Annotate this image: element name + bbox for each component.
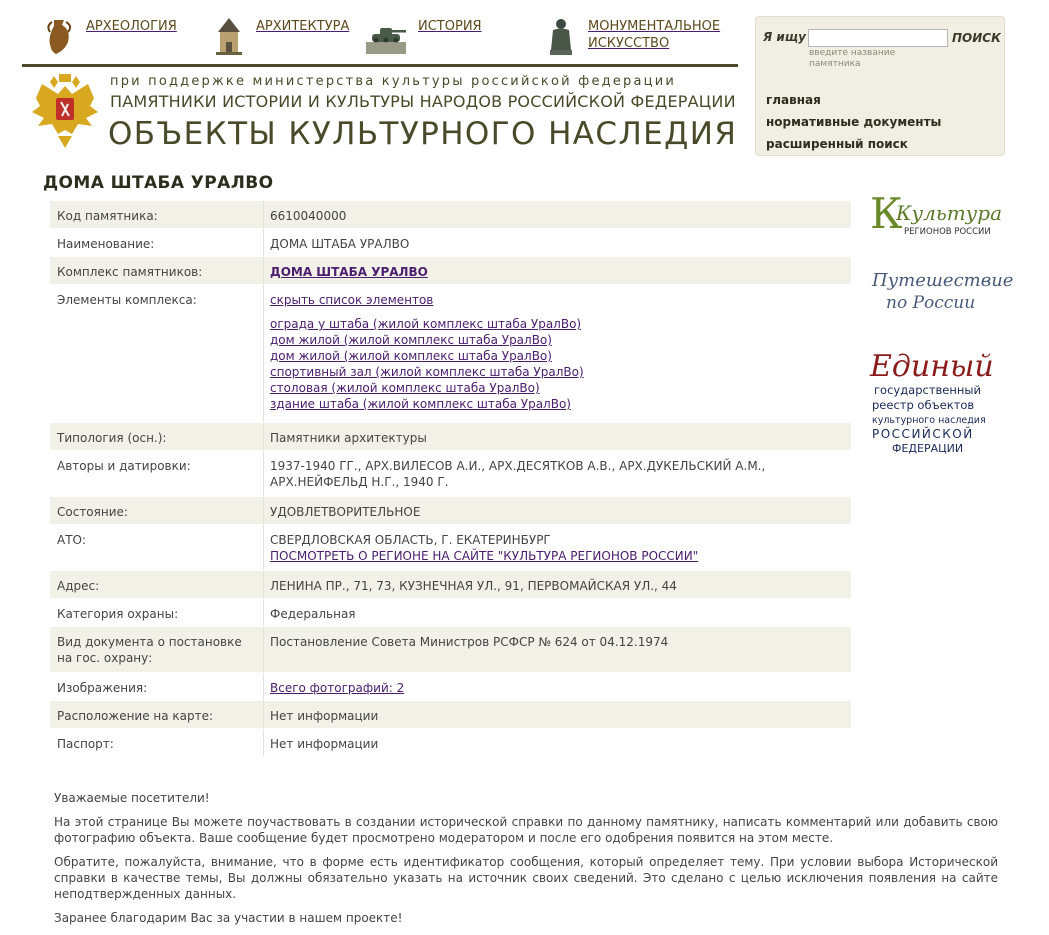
row-label: Код памятника: (50, 201, 264, 228)
top-nav (38, 10, 738, 62)
ato-cell (264, 525, 851, 570)
header-support-line: при поддержке министерства культуры российской федерации (110, 74, 676, 89)
photos-link[interactable]: Всего фотографий: 2 (270, 681, 405, 695)
travel-title: Путешествие (872, 270, 1014, 291)
row-label: АТО: (50, 525, 264, 570)
table-row (50, 570, 851, 598)
page-title: ДОМА ШТАБА УРАЛВО (43, 173, 274, 193)
registry-line-5: РОССИЙСКОЙ (872, 427, 974, 441)
table-row (50, 422, 851, 450)
tank-icon (364, 16, 408, 56)
link-home[interactable]: главная (766, 93, 821, 107)
row-label: Адрес: (50, 571, 264, 598)
row-label: Изображения: (50, 673, 264, 700)
address-value: ЛЕНИНА ПР., 71, 73, КУЗНЕЧНАЯ УЛ., 91, ПЕРВОМАЙСКАЯ УЛ., 44 (270, 579, 677, 593)
row-label: Расположение на карте: (50, 701, 264, 728)
link-advanced-search[interactable]: расширенный поиск (766, 137, 908, 151)
images-cell (264, 673, 851, 700)
row-label: Авторы и датировки: (50, 451, 264, 496)
monument-info-table (50, 200, 851, 756)
table-row (50, 284, 851, 422)
element-link[interactable]: ограда у штаба (жилой комплекс штаба УралВо) (270, 317, 582, 331)
element-link[interactable]: дом жилой (жилой комплекс штаба УралВо) (270, 333, 552, 347)
nav-label: АРХЕОЛОГИЯ (86, 19, 177, 34)
nav-label: ИСТОРИЯ (418, 19, 482, 34)
travel-russia-logo (868, 266, 1014, 314)
registry-line-3: реестр объектов (872, 398, 975, 412)
registry-line-2: государственный (874, 383, 981, 397)
visitor-notice (54, 790, 998, 934)
nav-label: АРХИТЕКТУРА (256, 19, 350, 34)
table-row (50, 728, 851, 756)
search-input[interactable] (808, 29, 948, 47)
passport-value: Нет информации (270, 737, 379, 751)
unified-registry-banner[interactable] (866, 348, 994, 460)
nav-label: МОНУМЕНТАЛЬНОЕ ИСКУССТВО (588, 19, 721, 51)
registry-line-6: ФЕДЕРАЦИИ (892, 442, 964, 455)
table-row (50, 496, 851, 524)
map-value: Нет информации (270, 709, 379, 723)
travel-subtitle: по России (886, 293, 976, 313)
row-label: Наименование: (50, 229, 264, 256)
nav-item-architecture[interactable] (212, 16, 349, 62)
region-site-link[interactable]: ПОСМОТРЕТЬ О РЕГИОНЕ НА САЙТЕ "КУЛЬТУРА РЕГИОНОВ РОССИИ" (270, 549, 699, 563)
notice-paragraph: Обратите, пожалуйста, внимание, что в форме есть идентификатор сообщения, который определяет тему. При условии выбора Исторической справки в качестве темы, Вы должны обязательно указать на источник своих сведений. Это сделано с целью исключения появления на сайте неподтвержденных данных. (54, 855, 998, 901)
kultura-subtitle: РЕГИОНОВ РОССИИ (904, 227, 991, 237)
monument-code: 6610040000 (270, 209, 347, 223)
table-row (50, 228, 851, 256)
table-row (50, 450, 851, 496)
table-row (50, 626, 851, 672)
tower-icon (212, 16, 246, 56)
link-normative-documents[interactable]: нормативные документы (766, 115, 942, 129)
doc-value: Постановление Совета Министров РСФСР № 624 от 04.12.1974 (270, 635, 669, 649)
element-link[interactable]: дом жилой (жилой комплекс штаба УралВо) (270, 349, 552, 363)
nav-item-archaeology[interactable] (42, 16, 177, 62)
row-label: Категория охраны: (50, 599, 264, 626)
table-row (50, 200, 851, 228)
statue-icon (544, 16, 578, 56)
notice-paragraph: На этой странице Вы можете поучаствовать в создании исторической справки по данному памятнику, написать комментарий или добавить свою фотографию объекта. Ваше сообщение будет просмотрено модератором и после его одобрения появится на этом месте. (54, 815, 998, 845)
typology-value: Памятники архитектуры (270, 431, 427, 445)
category-value: Федеральная (270, 607, 356, 621)
row-label: Комплекс памятников: (50, 257, 264, 284)
search-hint: введите название памятника (809, 48, 896, 69)
elements-list (270, 316, 845, 412)
kultura-title: Культура (896, 201, 1002, 225)
registry-title: Единый (870, 349, 994, 384)
elements-cell (264, 285, 851, 422)
table-row (50, 598, 851, 626)
table-row (50, 256, 851, 284)
amphora-icon (42, 16, 76, 56)
table-row (50, 524, 851, 570)
element-link[interactable]: столовая (жилой комплекс штаба УралВо) (270, 381, 540, 395)
registry-line-4: культурного наследия (872, 415, 986, 426)
state-value: УДОВЛЕТВОРИТЕЛЬНОЕ (270, 505, 421, 519)
search-button[interactable]: ПОИСК (952, 31, 1001, 45)
row-label: Типология (осн.): (50, 423, 264, 450)
unified-registry-logo (866, 348, 994, 460)
header-divider (22, 64, 738, 67)
element-link[interactable]: спортивный зал (жилой комплекс штаба УралВо) (270, 365, 584, 379)
element-link[interactable]: здание штаба (жилой комплекс штаба УралВо) (270, 397, 571, 411)
site-title: ОБЪЕКТЫ КУЛЬТУРНОГО НАСЛЕДИЯ (108, 116, 738, 152)
header-monuments-line: ПАМЯТНИКИ ИСТОРИИ И КУЛЬТУРЫ НАРОДОВ РОССИЙСКОЙ ФЕДЕРАЦИИ (110, 92, 736, 111)
notice-thanks: Заранее благодарим Вас за участии в нашем проекте! (54, 911, 403, 925)
coat-of-arms-icon (28, 72, 102, 152)
authors-value: 1937-1940 ГГ., АРХ.ВИЛЕСОВ А.И., АРХ.ДЕСЯТКОВ А.В., АРХ.ДУКЕЛЬСКИЙ А.М., АРХ.НЕЙФЕЛЬД Н.Г., 1940 Г. (270, 459, 766, 489)
table-row (50, 700, 851, 728)
complex-link[interactable]: ДОМА ШТАБА УРАЛВО (270, 265, 428, 279)
notice-greeting: Уважаемые посетители! (54, 791, 210, 805)
side-links (766, 89, 941, 155)
row-label: Паспорт: (50, 729, 264, 756)
travel-russia-banner[interactable] (868, 266, 1014, 314)
kultura-regionov-banner[interactable] (868, 189, 1002, 246)
row-label: Состояние: (50, 497, 264, 524)
monument-name: ДОМА ШТАБА УРАЛВО (270, 237, 410, 251)
row-label: Вид документа о постановке на гос. охрану: (50, 627, 264, 672)
kultura-regionov-logo (868, 189, 1002, 246)
nav-item-history[interactable] (364, 16, 482, 62)
complex-cell (264, 257, 851, 284)
table-row (50, 672, 851, 700)
svg-text:К: К (870, 189, 903, 238)
nav-item-monumental-art[interactable] (544, 16, 728, 62)
search-label: Я ищу (763, 30, 806, 44)
row-label: Элементы комплекса: (50, 285, 264, 422)
search-panel (755, 16, 1005, 156)
ato-value: СВЕРДЛОВСКАЯ ОБЛАСТЬ, Г. ЕКАТЕРИНБУРГ (270, 533, 551, 547)
toggle-elements-link[interactable]: скрыть список элементов (270, 293, 434, 307)
